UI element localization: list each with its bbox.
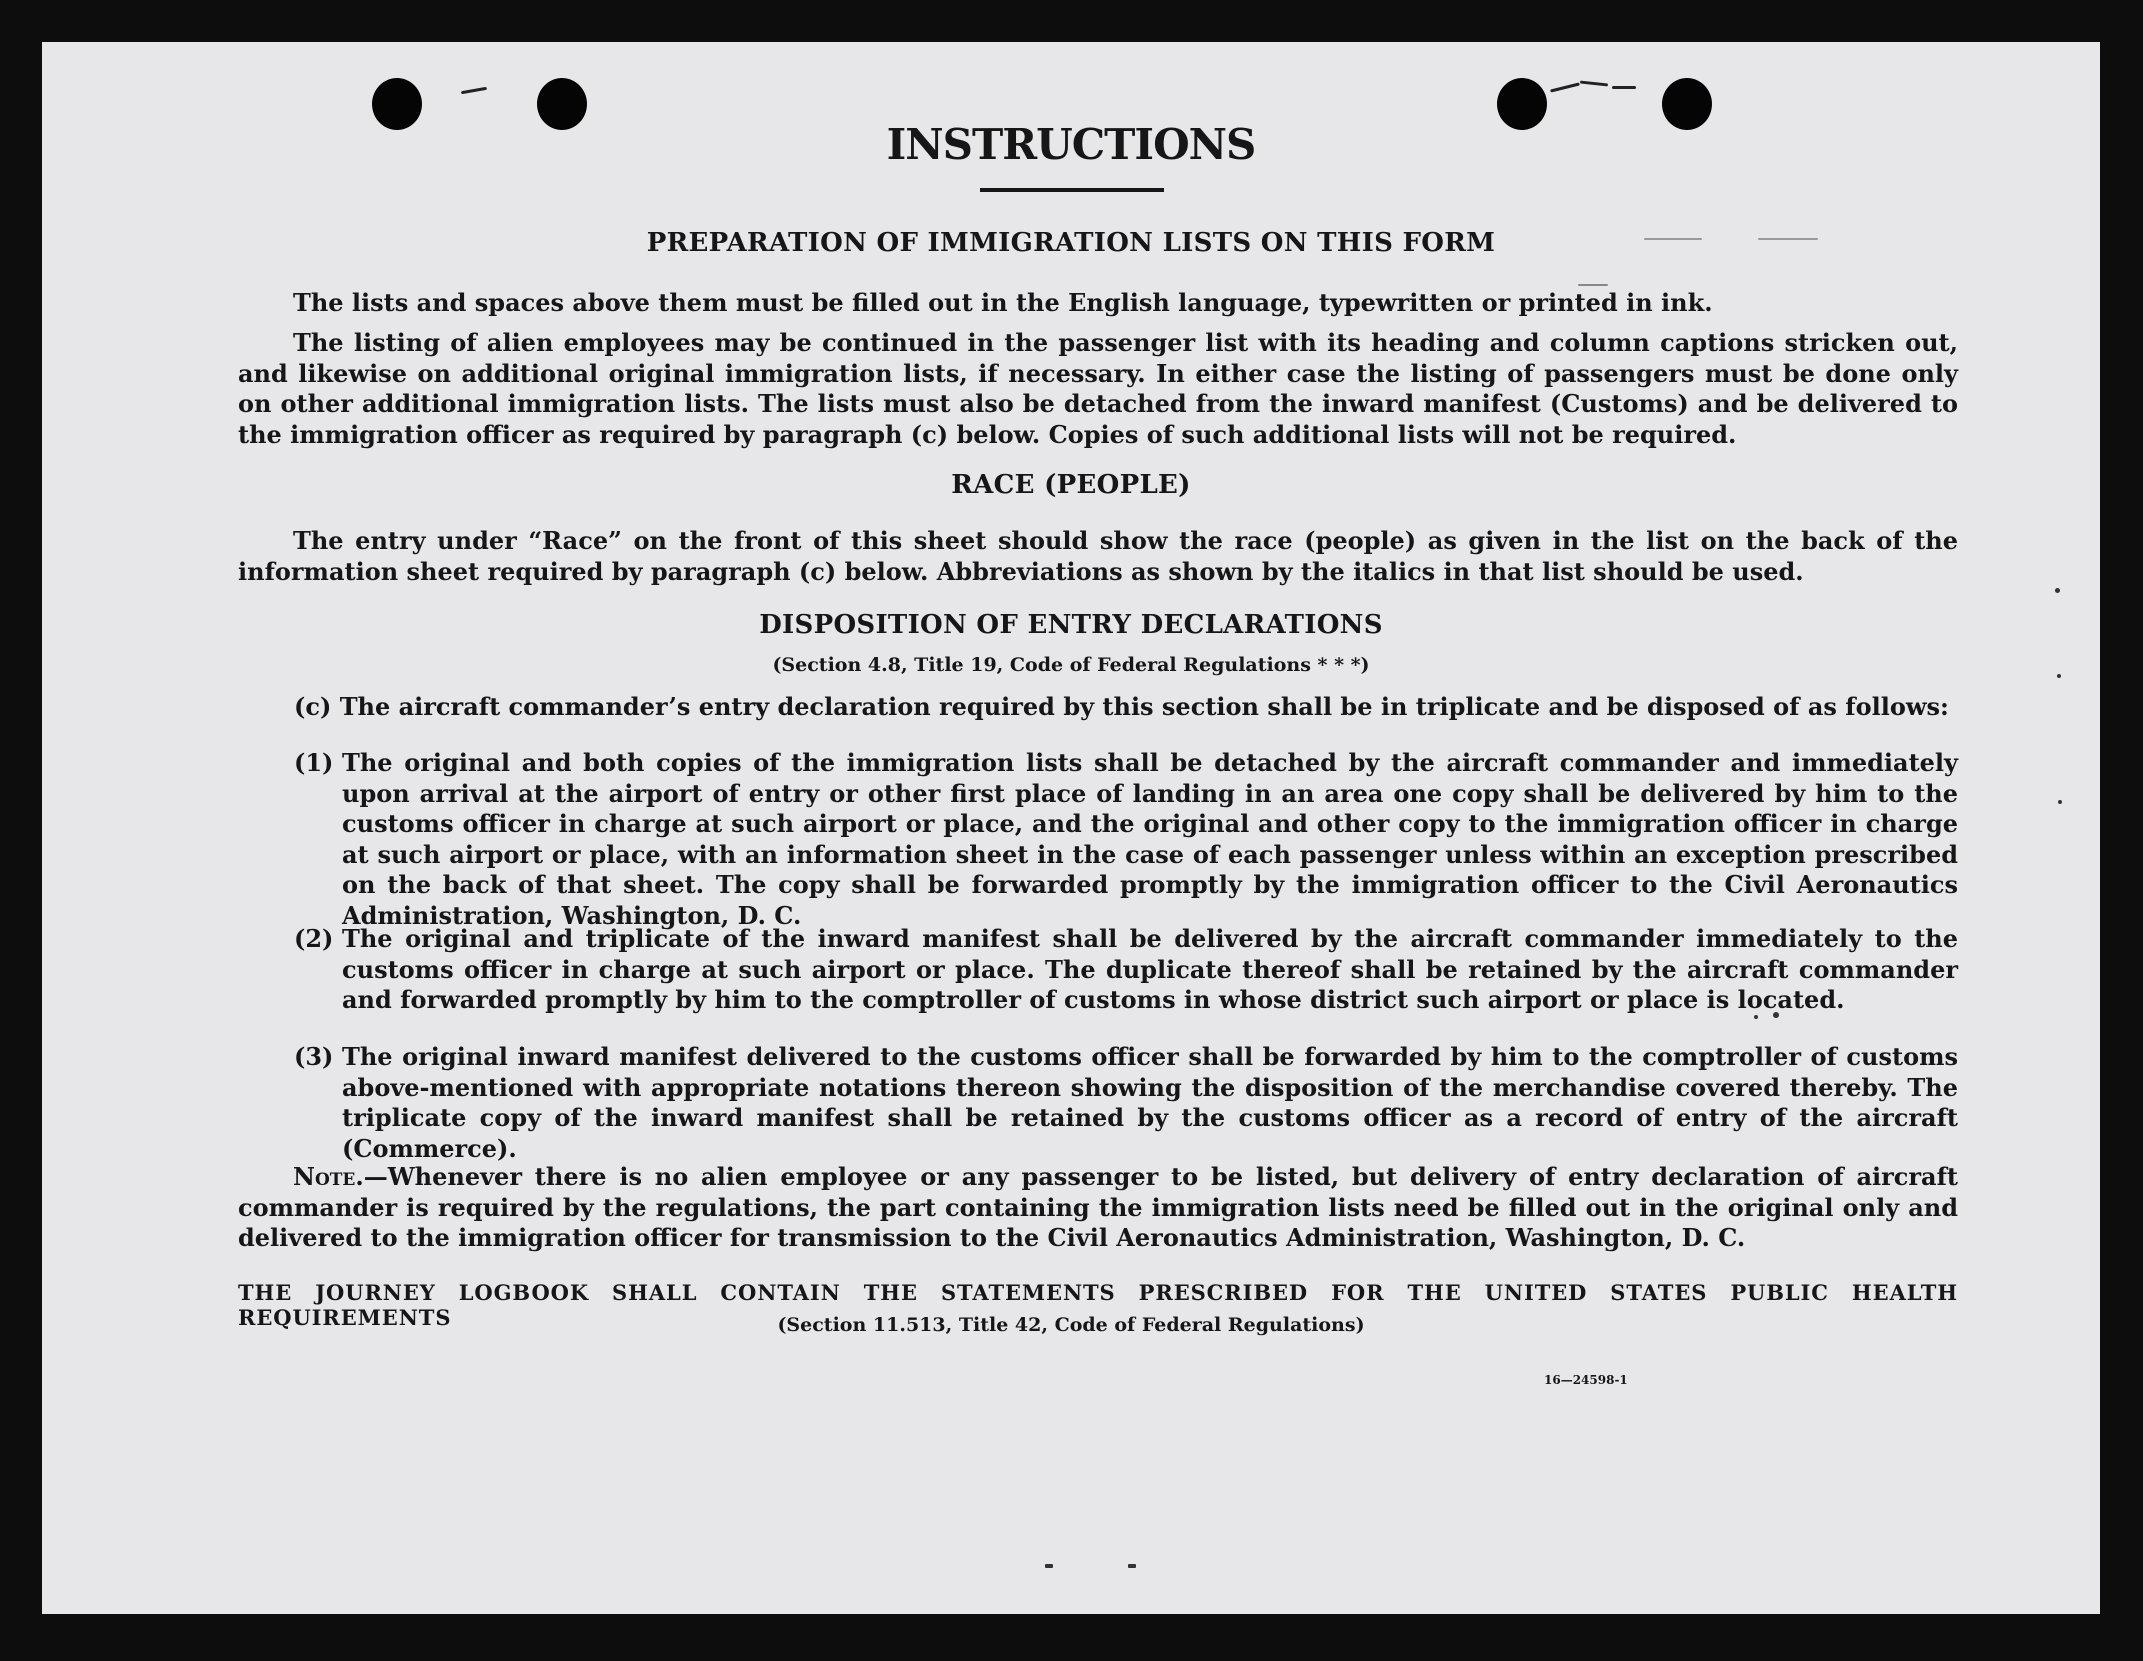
disposition-intro <box>294 692 1958 723</box>
disposition-item-3 <box>294 1042 1958 1164</box>
note-paragraph <box>238 1162 1958 1254</box>
item-text: The original and triplicate of the inward manifest shall be delivered by the aircraft commander immediately to the customs officer in charge at such airport or place. The duplicate thereof shall be retained by the aircraft commander and forwarded promptly by him to the comptroller of customs in whose district such airport or place is located. <box>342 924 1958 1014</box>
item-text: The original inward manifest delivered to the customs officer shall be forwarded by him to the comptroller of customs above-mentioned with appropriate notations thereon showing the disposition of the merchandise covered thereby. The triplicate copy of the inward manifest shall be retained by the customs officer as a record of entry of the aircraft (Commerce). <box>342 1042 1958 1163</box>
preparation-paragraph-2: The listing of alien employees may be continued in the passenger list with its heading and column captions stricken out, and likewise on additional original immigration lists, if necessary. In either case the listing of passengers must be done only on other additional immigration lists. The lists must also be detached from the inward manifest (Customs) and be delivered to the immigration officer as required by paragraph (c) below. Copies of such additional lists will not be required. <box>238 328 1958 449</box>
section-heading-preparation: PREPARATION OF IMMIGRATION LISTS ON THIS FORM <box>646 228 1496 258</box>
item-number: (2) <box>294 924 334 953</box>
speck <box>2055 588 2060 593</box>
health-statement: THE JOURNEY LOGBOOK SHALL CONTAIN THE STATEMENTS PRESCRIBED FOR THE UNITED STATES PUBLIC HEALTH REQUIREMENTS <box>238 1280 1958 1330</box>
speck <box>2058 800 2062 804</box>
intro-text: The aircraft commander’s entry declaration required by this section shall be in triplicate and be disposed of as follows: <box>339 692 1949 721</box>
section-heading-race: RACE (PEOPLE) <box>951 470 1191 500</box>
pen-mark <box>1612 86 1636 89</box>
pen-mark <box>461 87 487 94</box>
document-page <box>42 42 2100 1614</box>
speck <box>1128 1564 1136 1568</box>
race-paragraph: The entry under “Race” on the front of this sheet should show the race (people) as given in the list on the back of the information sheet required by paragraph (c) below. Abbreviations as shown by the italics in that list should be used. <box>238 526 1958 586</box>
disposition-citation: (Section 4.8, Title 19, Code of Federal Regulations * * *) <box>772 654 1370 676</box>
form-number: 16—24598-1 <box>1544 1373 1628 1387</box>
speck <box>1045 1564 1053 1568</box>
disposition-item-2 <box>294 924 1958 1016</box>
item-number: (1) <box>294 748 334 777</box>
pen-mark <box>1580 81 1608 87</box>
intro-label: (c) <box>294 692 332 721</box>
item-number: (3) <box>294 1042 334 1071</box>
speck <box>1754 1015 1758 1019</box>
page-title: INSTRUCTIONS <box>886 120 1256 169</box>
title-underline <box>980 188 1164 192</box>
note-label: Note. <box>293 1162 364 1191</box>
item-text: The original and both copies of the immigration lists shall be detached by the aircraft commander and immediately upon arrival at the airport of entry or other first place of landing in an area one copy shall be delivered by him to the customs officer in charge at such airport or place, and the original and other copy to the immigration officer in charge at such airport or place, with an information sheet in the case of each passenger unless within an exception prescribed on the back of that sheet. The copy shall be forwarded promptly by the immigration officer to the Civil Aeronautics Administration, Washington, D. C. <box>342 748 1958 930</box>
note-text: —Whenever there is no alien employee or any passenger to be listed, but delivery of entry declaration of aircraft commander is required by the regulations, the part containing the immigration lists need be filled out in the original only and delivered to the immigration officer for transmission to the Civil Aeronautics Administration, Washington, D. C. <box>238 1162 1958 1252</box>
preparation-paragraph-1: The lists and spaces above them must be filled out in the English language, typewritten or printed in ink. <box>293 288 1713 317</box>
pen-mark <box>1550 82 1580 92</box>
faint-mark <box>1578 284 1608 286</box>
disposition-item-1 <box>294 748 1958 931</box>
section-heading-disposition: DISPOSITION OF ENTRY DECLARATIONS <box>759 610 1383 640</box>
health-citation: (Section 11.513, Title 42, Code of Federal Regulations) <box>777 1314 1365 1336</box>
